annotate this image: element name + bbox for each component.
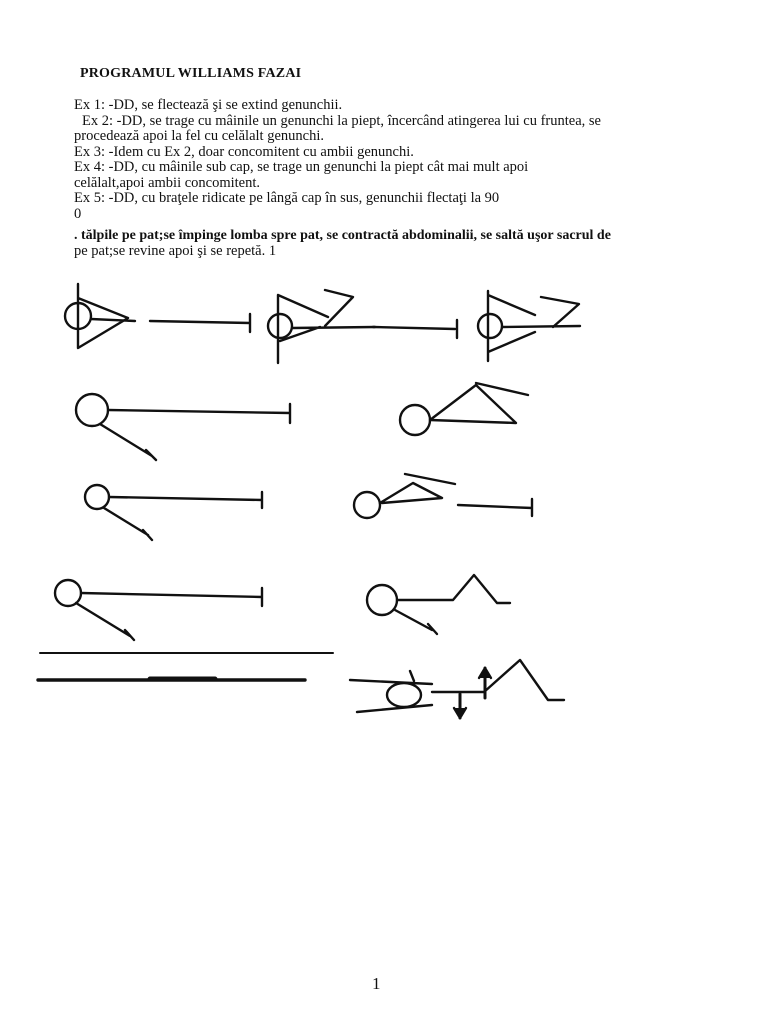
figure-ex4-knee-bent bbox=[367, 575, 510, 634]
figure-ex1-both-knees bbox=[478, 291, 580, 361]
figure-ex5-pelvic-tilt bbox=[350, 660, 564, 718]
figure-ex2-knee-to-chest bbox=[400, 383, 528, 435]
text-line: . tălpile pe pat;se împinge lomba spre pat, se contractă abdominalii, se saltă uşor sacrul de bbox=[74, 228, 611, 243]
figure-ex5-separator-lines bbox=[38, 653, 333, 680]
text-line: pe pat;se revine apoi şi se repetă. 1 bbox=[74, 242, 277, 259]
page-number: 1 bbox=[372, 974, 381, 993]
text-line: 0 bbox=[74, 205, 82, 222]
text-line: Ex 1: -DD, se flectează şi se extind genunchii. bbox=[74, 97, 343, 113]
text-line: Ex 3: -Idem cu Ex 2, doar concomitent cu ambii genunchi. bbox=[74, 143, 414, 160]
text-line: procedează apoi la fel cu celălalt genunchi. bbox=[74, 128, 324, 144]
figure-ex1-lying bbox=[65, 284, 250, 348]
figure-ex2-lying bbox=[76, 394, 290, 460]
figure-ex1-knee-flex bbox=[268, 290, 457, 363]
document-title: PROGRAMUL WILLIAMS FAZAI bbox=[80, 66, 302, 81]
figure-ex3-both-knees bbox=[354, 474, 532, 518]
text-line: Ex 5: -DD, cu braţele ridicate pe lângă cap în sus, genunchii flectaţi la 90 bbox=[74, 190, 500, 206]
figure-ex4-lying bbox=[55, 580, 262, 640]
text-line: Ex 4: -DD, cu mâinile sub cap, se trage un genunchi la piept cât mai mult apoi bbox=[74, 159, 529, 175]
text-line: Ex 2: -DD, se trage cu mâinile un genunchi la piept, încercând atingerea lui cu fruntea, se bbox=[82, 112, 601, 129]
text-line: celălalt,apoi ambii concomitent. bbox=[74, 174, 261, 191]
figure-ex3-lying bbox=[85, 485, 262, 540]
